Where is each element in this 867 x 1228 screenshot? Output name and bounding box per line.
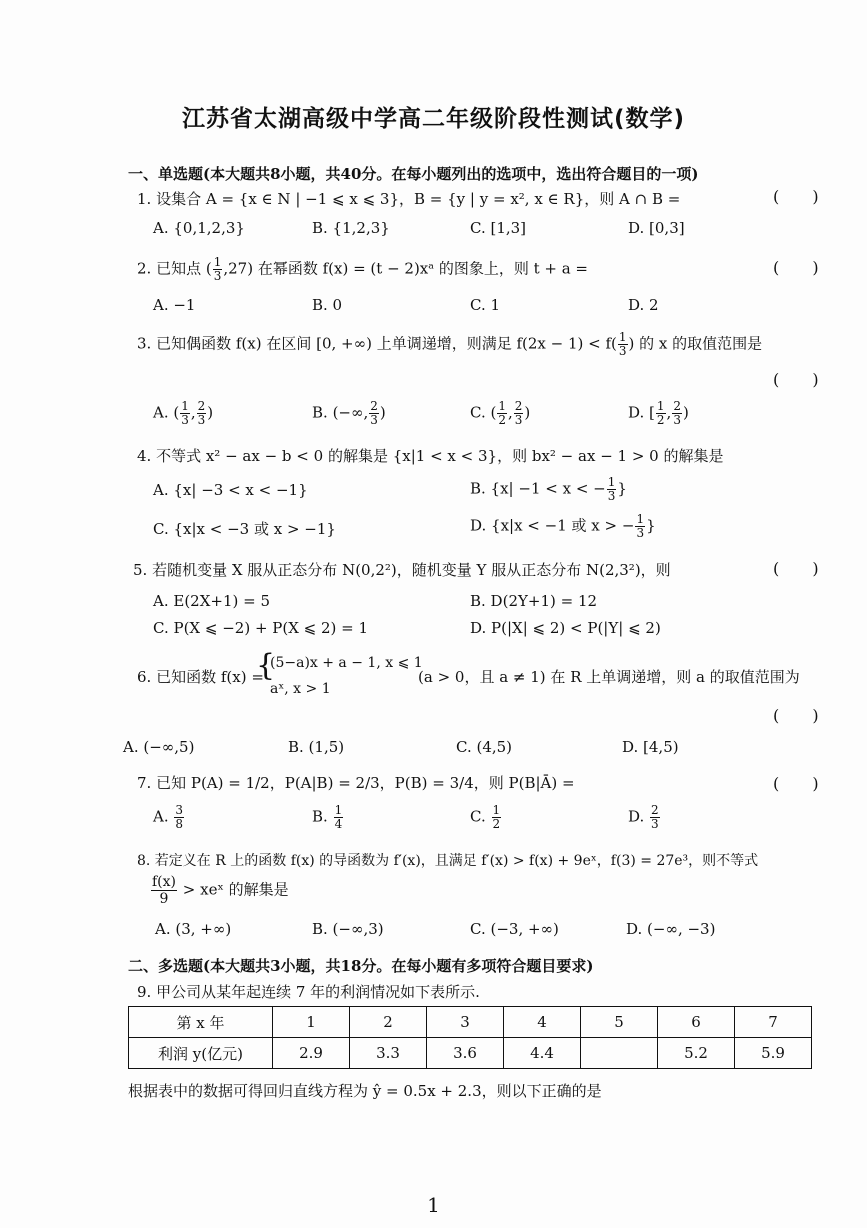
q3-stem-post: ) 的 x 的取值范围是 [628,334,763,353]
q4-b-frac [607,476,617,503]
q2-option-d: D. 2 [628,296,659,314]
q3-d-f1n: 1 [656,399,665,413]
section-2-heading: 二、多选题(本大题共3小题，共18分。在每小题有多项符合题目要求) [128,957,594,975]
q7-d-num: 2 [651,803,659,817]
q3-b-neginf: (−∞, [332,403,369,422]
q2-point-den: 3 [213,269,222,283]
q3-stem-pre: 3. 已知偶函数 f(x) 在区间 [0, +∞) 上单调递增，则满足 f(2x − 1) < f( [137,334,617,353]
table-cell: 2 [350,1007,427,1038]
q5-answer-paren: ( ) [773,559,833,578]
q3-stem-fraction [618,331,628,358]
q3-option-c: C. ( $\frac{1}{2}$ , $\frac{2}{3}$ ) [470,399,531,427]
q3-a-f1n: 1 [181,399,189,413]
q2-option-b: B. 0 [312,296,343,314]
q3-frac-den: 3 [618,344,627,358]
q6-stem-pre: 6. 已知函数 f(x) = [137,668,264,686]
table-cell: 2.9 [273,1038,350,1069]
q5-option-a: A. E(2X+1) = 5 [153,592,271,610]
q6-option-c: C. (4,5) [456,738,513,756]
q3-d-frac1 [656,400,666,427]
q4-option-c: C. {x|x < −3 或 x > −1} [153,520,336,538]
q3-a-f2d: 3 [197,413,206,427]
q3-d-label: D. [628,403,645,422]
q3-option-b: B. (−∞, $\frac{2}{3}$ ) [312,399,386,427]
q7-b-num: 1 [334,803,343,817]
q3-a-f2n: 2 [197,399,206,413]
q3-c-label: C. [470,403,486,422]
table-cell: 5.2 [658,1038,735,1069]
q8-option-c: C. (−3, +∞) [470,920,559,938]
q7-a-label: A. [153,807,169,826]
page-number: 1 [427,1193,440,1217]
table-cell: 3.3 [350,1038,427,1069]
q8-option-d: D. (−∞, −3) [626,920,716,938]
q8-option-a: A. (3, +∞) [155,920,232,938]
q8-frac-den: 9 [159,891,169,907]
q3-c-frac2 [514,400,524,427]
q7-c-den: 2 [492,817,501,831]
q3-b-label: B. [312,403,328,422]
q1-stem: 1. 设集合 A = {x ∈ N | −1 ⩽ x ⩽ 3}，B = {y | y = x², x ∈ R}，则 A ∩ B = [137,190,681,208]
q6-option-b: B. (1,5) [288,738,345,756]
q6-option-d: D. [4,5) [622,738,679,756]
table-cell: 5.9 [735,1038,812,1069]
q3-b-frac [369,400,379,427]
q3-option-d: D. [ $\frac{1}{2}$ , $\frac{2}{3}$ ) [628,399,689,427]
q6-case-2: aˣ, x > 1 [270,681,331,697]
q2-point-num: 1 [213,255,222,269]
table-cell: 4.4 [504,1038,581,1069]
q4-b-close: } [617,479,627,498]
table-header-profit: 利润 y(亿元) [129,1038,273,1069]
q7-c-label: C. [470,807,486,826]
q4-d-frac [635,513,645,540]
q5-option-b: B. D(2Y+1) = 12 [470,592,598,610]
table-cell: 1 [273,1007,350,1038]
q7-d-label: D. [628,807,645,826]
table-cell: 5 [581,1007,658,1038]
q4-d-text: D. {x|x < −1 或 x > − [470,516,635,535]
q9-stem: 9. 甲公司从某年起连续 7 年的利润情况如下表所示. [137,983,480,1001]
q5-option-c: C. P(X ⩽ −2) + P(X ⩽ 2) = 1 [153,619,369,637]
table-cell: 3 [427,1007,504,1038]
q4-stem: 4. 不等式 x² − ax − b < 0 的解集是 {x|1 < x < 3}，则 bx² − ax − 1 > 0 的解集是 [137,447,724,465]
q3-c-frac1 [497,400,507,427]
q3-option-a: A. ( $\frac{1}{3}$ , $\frac{2}{3}$ ) [153,399,214,427]
section-1-heading: 一、单选题(本大题共8小题，共40分。在每小题列出的选项中，选出符合题目的一项) [128,165,699,183]
exam-title: 江苏省太湖高级中学高二年级阶段性测试(数学) [181,106,686,132]
q2-point-fraction [213,256,223,283]
q3-a-f1d: 3 [181,413,189,427]
q3-c-f1d: 2 [498,413,506,427]
q7-option-d [628,804,661,831]
q7-b-frac [334,804,344,831]
q2-stem-pre: 2. 已知点 [137,259,202,278]
q3-a-label: A. [153,403,169,422]
q7-option-c [470,804,502,831]
q3-d-f1d: 2 [656,413,665,427]
q8-fraction [151,874,177,907]
q4-option-a: A. {x| −3 < x < −1} [153,481,308,499]
q3-b-fn: 2 [370,399,378,413]
table-header-year: 第 x 年 [129,1007,273,1038]
q2-stem-post: ,27) 在幂函数 f(x) = (t − 2)xᵃ 的图象上，则 t + a = [223,259,588,278]
q8-stem-line-2 [150,874,289,907]
q7-a-den: 8 [175,817,184,831]
q9-regression-text: 根据表中的数据可得回归直线方程为 ŷ = 0.5x + 2.3，则以下正确的是 [128,1082,602,1100]
q4-d-fn: 1 [636,512,645,526]
q2-answer-paren: ( ) [773,258,833,277]
q5-option-d: D. P(|X| ⩽ 2) < P(|Y| ⩽ 2) [470,619,661,637]
q8-stem-line-1: 8. 若定义在 R 上的函数 f(x) 的导函数为 f′(x)，且满足 f′(x) > f(x) + 9eˣ，f(3) = 27e³，则不等式 [137,853,759,869]
q8-option-b: B. (−∞,3) [312,920,384,938]
q7-b-label: B. [312,807,328,826]
q1-option-a: A. {0,1,2,3} [153,219,245,237]
q4-d-fd: 3 [636,526,645,540]
q4-option-d [470,513,656,540]
q7-b-den: 4 [334,817,343,831]
q5-stem: 5. 若随机变量 X 服从正态分布 N(0,2²)，随机变量 Y 服从正态分布 N(2,3²)，则 [133,561,671,579]
q3-stem [137,331,762,358]
q7-c-num: 1 [492,803,501,817]
table-cell: 7 [735,1007,812,1038]
q7-c-frac [492,804,502,831]
q8-frac-num: f(x) [152,874,177,890]
q1-answer-paren: ( ) [773,187,833,206]
q6-option-a: A. (−∞,5) [123,738,195,756]
q4-option-b [470,476,627,503]
q7-a-frac [174,804,184,831]
q7-stem: 7. 已知 P(A) = 1/2，P(A|B) = 2/3，P(B) = 3/4，则 P(B|Ā) = [137,774,575,792]
q7-option-a [153,804,185,831]
q3-d-frac2 [672,400,682,427]
q4-d-close: } [646,516,656,535]
q3-a-frac2 [197,400,207,427]
table-row [129,1007,812,1038]
table-cell [581,1038,658,1069]
q1-option-d: D. [0,3] [628,219,685,237]
q4-b-fn: 1 [607,475,616,489]
q8-stem-post: > xeˣ 的解集是 [182,880,289,899]
q7-d-frac [650,804,660,831]
q7-answer-paren: ( ) [773,774,833,793]
table-cell: 3.6 [427,1038,504,1069]
table-cell: 4 [504,1007,581,1038]
q6-stem-post: (a > 0，且 a ≠ 1) 在 R 上单调递增，则 a 的取值范围为 [418,668,800,686]
q1-option-c: C. [1,3] [470,219,527,237]
q3-d-f2d: 3 [673,413,681,427]
q6-answer-paren: ( ) [773,706,833,725]
q3-c-f2d: 3 [514,413,523,427]
q2-option-c: C. 1 [470,296,501,314]
q1-option-b: B. {1,2,3} [312,219,390,237]
q3-c-f1n: 1 [498,399,506,413]
q4-b-fd: 3 [607,489,616,503]
q6-brace: { [256,648,276,683]
table-row [129,1038,812,1069]
q6-case-1: (5−a)x + a − 1, x ⩽ 1 [270,655,423,671]
profit-table [128,1006,812,1069]
q7-a-num: 3 [175,803,184,817]
q3-c-f2n: 2 [514,399,523,413]
q4-b-text: B. {x| −1 < x < − [470,479,606,498]
q2-option-a: A. −1 [153,296,196,314]
table-cell: 6 [658,1007,735,1038]
q7-d-den: 3 [651,817,659,831]
q3-answer-paren: ( ) [773,370,833,389]
q3-b-fd: 3 [370,413,378,427]
q7-option-b [312,804,344,831]
q3-d-f2n: 2 [673,399,681,413]
q2-stem: 2. 已知点 ( $\frac{1}{3}$ ,27) 在幂函数 f(x) = (t − 2)xᵃ 的图象上，则 t + a = [137,255,588,283]
q3-frac-num: 1 [618,330,627,344]
q3-a-frac1 [180,400,190,427]
